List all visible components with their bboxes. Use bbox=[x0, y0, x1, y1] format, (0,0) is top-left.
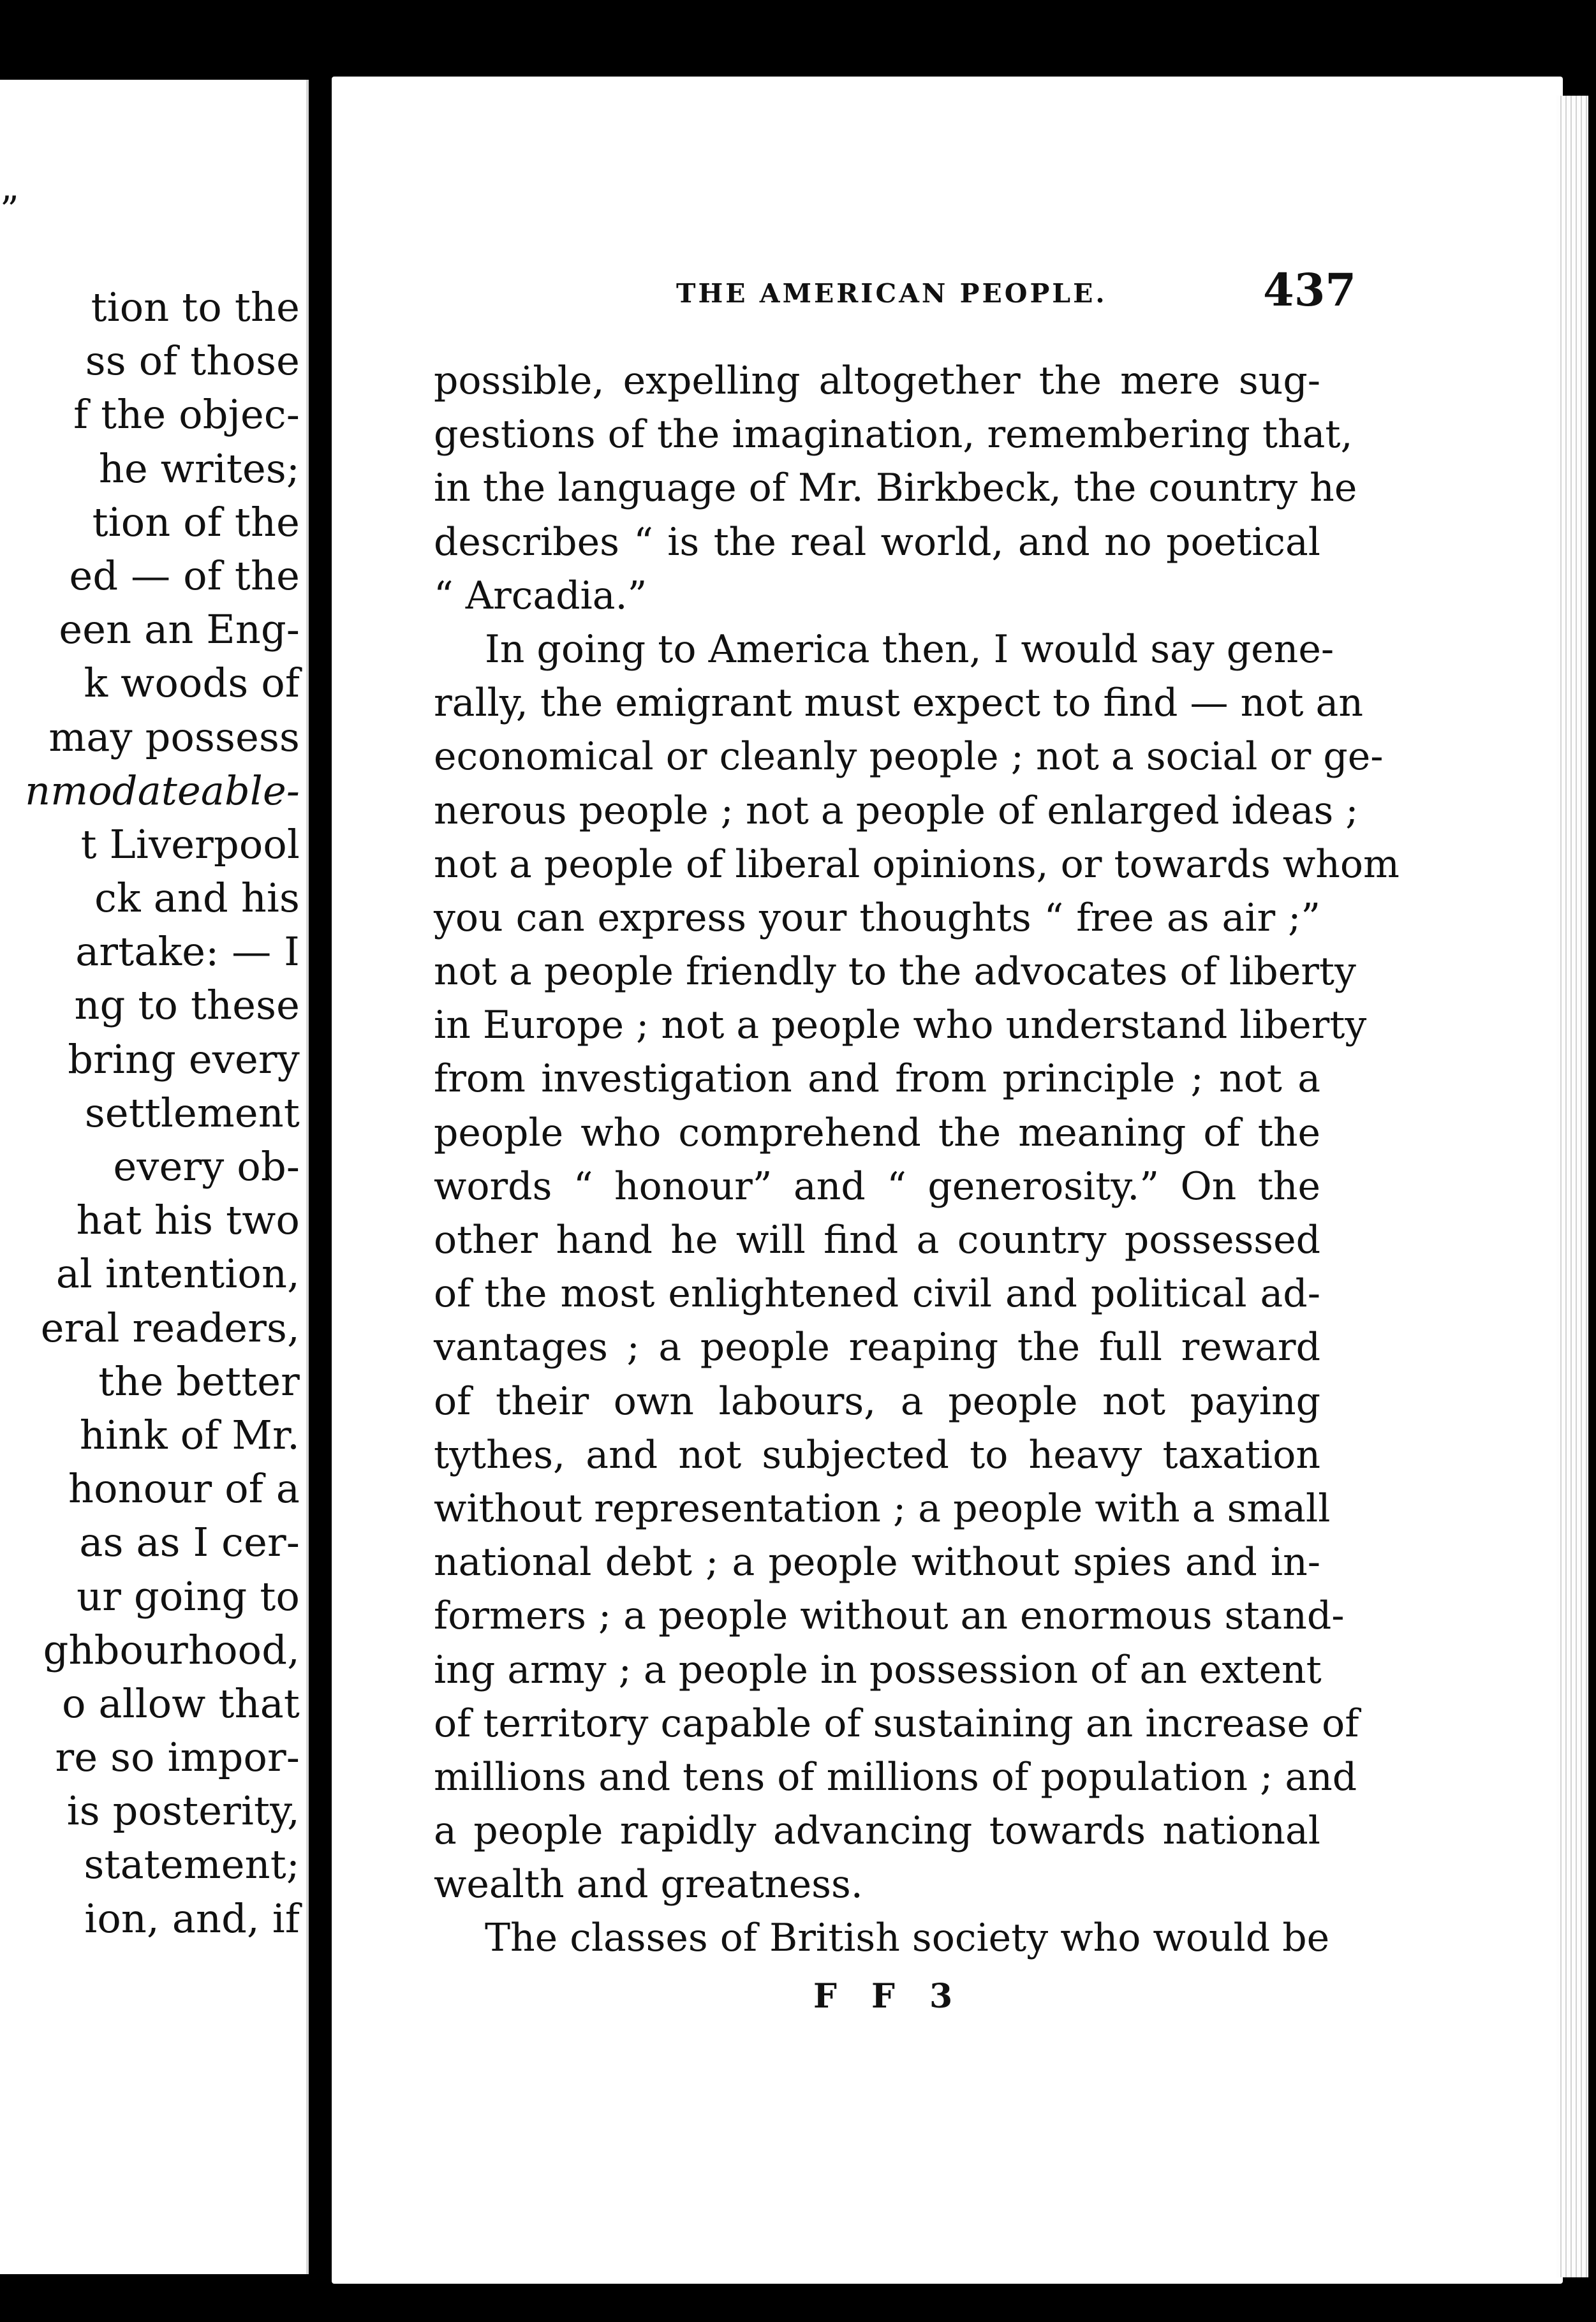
left-text-line: ion, and, if bbox=[84, 1895, 300, 1942]
body-text-line: ing army ; a people in possession of an extent bbox=[434, 1647, 1322, 1692]
left-text-line: een an Eng- bbox=[59, 606, 300, 653]
left-text-line: settlement bbox=[84, 1089, 300, 1136]
page-number: 437 bbox=[1263, 263, 1357, 316]
body-text-line: words “ honour” and “ generosity.” On the bbox=[434, 1164, 1320, 1209]
body-text-line: a people rapidly advancing towards national bbox=[434, 1808, 1320, 1854]
left-text-line: every ob- bbox=[113, 1143, 300, 1190]
left-page-text bbox=[0, 281, 300, 1946]
left-page-quote-mark: ” bbox=[0, 188, 19, 232]
body-text-line: of the most enlightened civil and political ad- bbox=[434, 1271, 1320, 1317]
body-text-line: in Europe ; not a people who understand liberty bbox=[434, 1003, 1367, 1048]
body-text-line: economical or cleanly people ; not a social or ge- bbox=[434, 734, 1384, 780]
running-head: THE AMERICAN PEOPLE. bbox=[676, 278, 1107, 309]
left-text-line: he writes; bbox=[98, 445, 300, 492]
left-text-line: tion to the bbox=[91, 284, 300, 330]
body-text-line: The classes of British society who would be bbox=[485, 1916, 1330, 1961]
left-text-line: re so impor- bbox=[55, 1734, 300, 1781]
signature-mark: F F 3 bbox=[813, 1977, 964, 2016]
left-text-line: artake: — I bbox=[75, 928, 300, 975]
body-text-line: gestions of the imagination, remembering that, bbox=[434, 412, 1353, 457]
left-text-line: nmodateable- bbox=[25, 767, 300, 814]
body-text-line: other hand he will find a country possessed bbox=[434, 1218, 1320, 1262]
left-text-line: ng to these bbox=[74, 982, 300, 1029]
body-text-line: millions and tens of millions of population ; and bbox=[434, 1754, 1357, 1800]
scan-background-top bbox=[0, 0, 1596, 83]
left-text-line: o allow that bbox=[62, 1680, 300, 1727]
scan-background-bottom bbox=[0, 2284, 1596, 2322]
body-text-line: In going to America then, I would say gene- bbox=[485, 626, 1334, 672]
body-text-line: possible, expelling altogether the mere sug- bbox=[434, 359, 1320, 403]
left-text-line: eral readers, bbox=[40, 1304, 300, 1351]
left-text-line: hat his two bbox=[76, 1197, 300, 1244]
body-text-line: describes “ is the real world, and no poetical bbox=[434, 519, 1320, 565]
body-text-line: you can express your thoughts “ free as air ;” bbox=[434, 895, 1320, 940]
left-text-line: f the objec- bbox=[73, 391, 300, 438]
body-text-line: rally, the emigrant must expect to find — not an bbox=[434, 681, 1363, 726]
left-text-line: ur going to bbox=[77, 1572, 300, 1620]
left-text-line: ed — of the bbox=[69, 552, 300, 599]
left-text-line: may possess bbox=[48, 713, 300, 760]
body-text-line: not a people friendly to the advocates of liberty bbox=[434, 949, 1356, 995]
left-text-line: ck and his bbox=[94, 875, 300, 922]
body-text-line: nerous people ; not a people of enlarged ideas ; bbox=[434, 788, 1359, 833]
left-text-line: k woods of bbox=[84, 660, 300, 707]
body-text-line: “ Arcadia.” bbox=[434, 573, 647, 618]
body-text-line: of their own labours, a people not paying bbox=[434, 1379, 1320, 1424]
left-text-line: the better bbox=[98, 1357, 300, 1405]
left-page bbox=[0, 80, 309, 2274]
body-text-line: wealth and greatness. bbox=[434, 1862, 863, 1907]
body-text-line: people who comprehend the meaning of the bbox=[434, 1110, 1320, 1155]
left-text-line: honour of a bbox=[68, 1465, 300, 1512]
left-text-line: al intention, bbox=[55, 1250, 300, 1298]
left-text-line: ss of those bbox=[85, 337, 300, 385]
body-text-line: without representation ; a people with a small bbox=[434, 1486, 1331, 1531]
left-text-line: ghbourhood, bbox=[43, 1626, 300, 1673]
left-text-line: bring every bbox=[68, 1035, 300, 1083]
body-text-line: from investigation and from principle ; not a bbox=[434, 1056, 1320, 1102]
left-text-line: is posterity, bbox=[66, 1787, 300, 1835]
body-text-line: formers ; a people without an enormous stand- bbox=[434, 1594, 1345, 1639]
body-text-line: national debt ; a people without spies and in- bbox=[434, 1540, 1320, 1585]
left-text-line: hink of Mr. bbox=[79, 1411, 300, 1458]
left-text-line: as as I cer- bbox=[79, 1519, 300, 1566]
body-text-line: not a people of liberal opinions, or towards whom bbox=[434, 841, 1400, 887]
body-text-line: tythes, and not subjected to heavy taxation bbox=[434, 1432, 1320, 1477]
page-edges bbox=[1556, 96, 1588, 2277]
left-text-line: tion of the bbox=[92, 498, 300, 545]
book-gutter bbox=[309, 80, 334, 2274]
left-text-line: t Liverpool bbox=[80, 820, 300, 868]
right-page-text bbox=[434, 354, 1400, 1965]
left-text-line: statement; bbox=[84, 1841, 300, 1888]
body-text-line: of territory capable of sustaining an increase of bbox=[434, 1701, 1359, 1746]
body-text-line: vantages ; a people reaping the full reward bbox=[434, 1325, 1320, 1370]
body-text-line: in the language of Mr. Birkbeck, the country he bbox=[434, 466, 1357, 511]
